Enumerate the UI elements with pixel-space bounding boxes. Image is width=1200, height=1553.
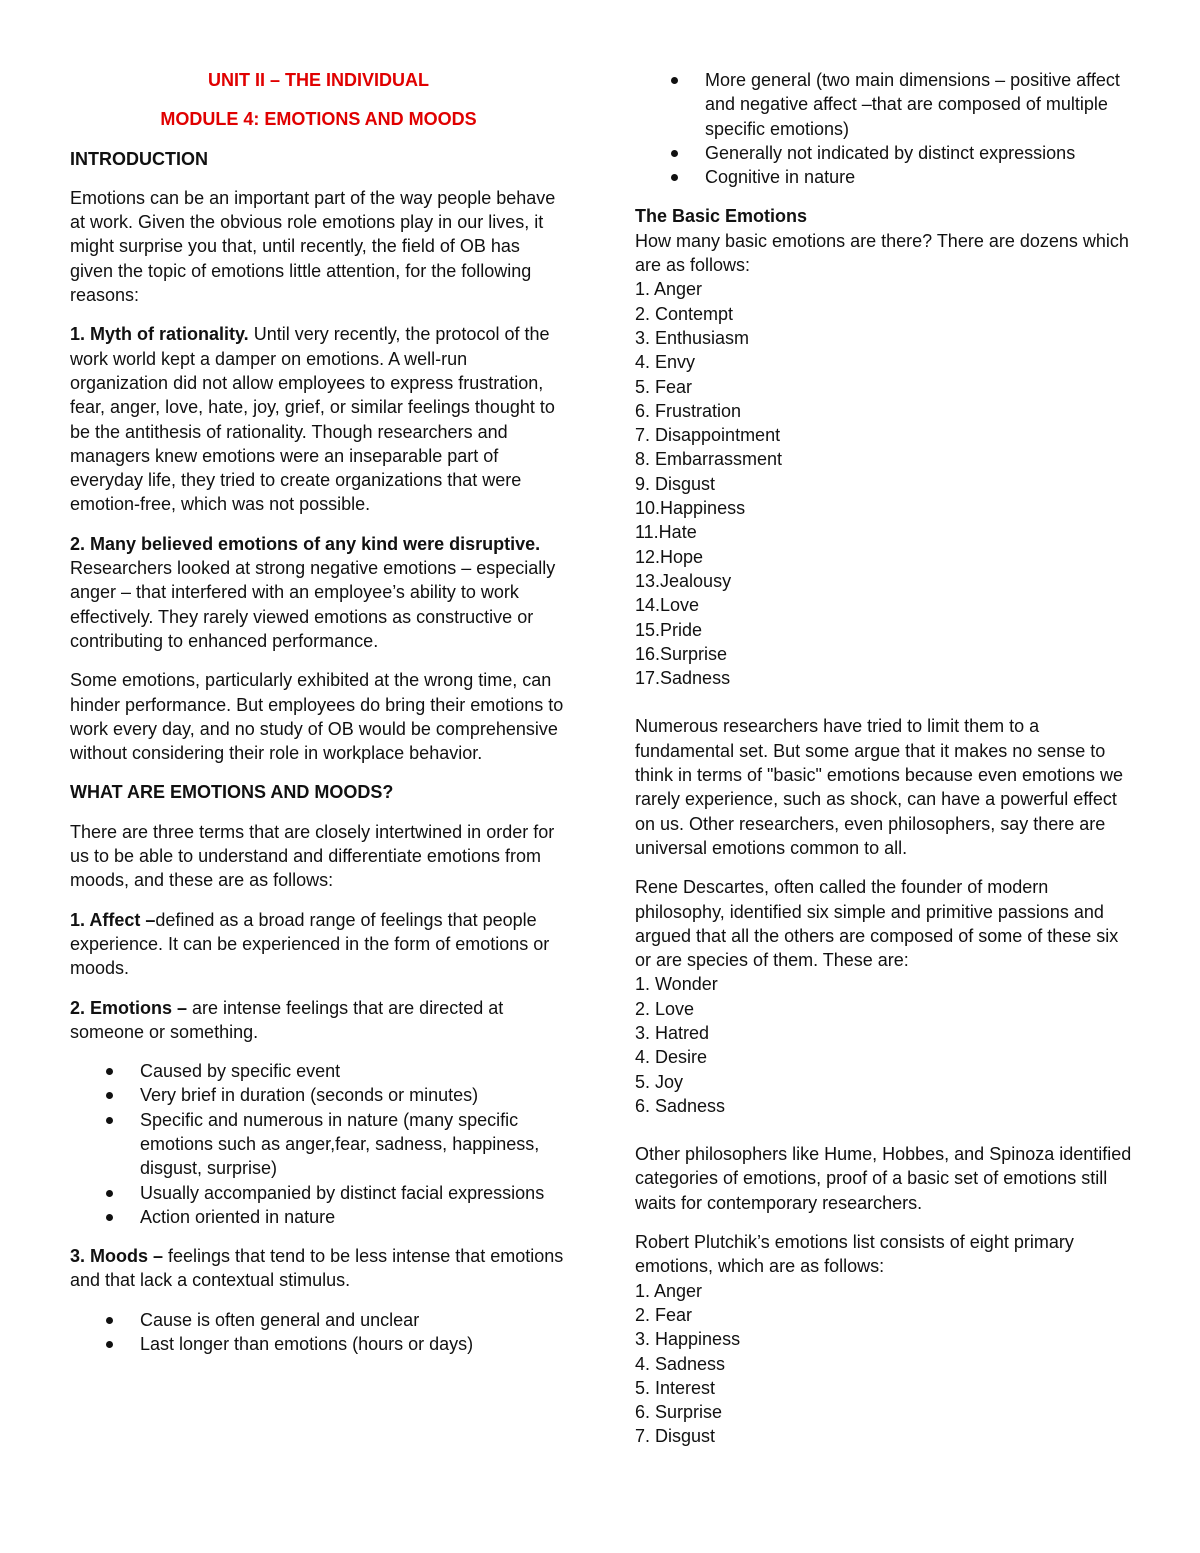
list-item: 4. Sadness — [635, 1353, 726, 1374]
what-are-emotions-heading: WHAT ARE EMOTIONS AND MOODS? — [70, 782, 394, 803]
list-item: 2. Contempt — [635, 303, 734, 324]
some-emotions-paragraph: Some emotions, particularly exhibited at the wrong time, can hinder performance. But employees do bring their emotions to work every day, and no study of OB would be comprehensive without considering their role in workplace behavior. — [70, 670, 564, 764]
list-item: Cognitive in nature — [705, 165, 1135, 189]
plutchik-paragraph: Robert Plutchik’s emotions list consists of eight primary emotions, which are as follows: — [635, 1232, 1074, 1277]
list-item: 7. Disgust — [635, 1426, 716, 1447]
list-item: Action oriented in nature — [140, 1205, 567, 1229]
spacer — [635, 690, 1135, 714]
plutchik-list — [635, 1279, 1135, 1449]
moods-bullet-list-continued — [635, 68, 1135, 189]
list-item: 1. Wonder — [635, 974, 718, 995]
spacer — [635, 1118, 1135, 1142]
list-item: Specific and numerous in nature (many specific emotions such as anger,fear, sadness, happiness, disgust, surprise) — [140, 1108, 567, 1181]
list-item: 1. Anger — [635, 279, 703, 300]
list-item: Usually accompanied by distinct facial expressions — [140, 1181, 567, 1205]
emotions-text: are intense feelings that are directed at someone or something. — [70, 997, 504, 1042]
emotions-label: 2. Emotions – — [70, 997, 188, 1018]
moods-definition — [70, 1244, 567, 1293]
descartes-paragraph: Rene Descartes, often called the founder of modern philosophy, identified six simple and primitive passions and argued that all the others are composed of some of these six or are species of them. These are: — [635, 877, 1119, 971]
list-item: 15.Pride — [635, 619, 703, 640]
introduction-heading: INTRODUCTION — [70, 148, 208, 169]
emotions-definition — [70, 996, 567, 1045]
list-item: Cause is often general and unclear — [140, 1308, 567, 1332]
intro-paragraph: Emotions can be an important part of the way people behave at work. Given the obvious role emotions play in our lives, it might surprise you that, until recently, the field of OB has given the topic of emotions little attention, for the following reasons: — [70, 187, 556, 306]
reason-1-text: Until very recently, the protocol of the work world kept a damper on emotions. A well-run organization did not allow employees to express frustration, fear, anger, love, hate, joy, grief, or similar feelings thought to be the antithesis of rationality. Though researchers and managers knew emotions were an inseparable part of everyday life, they tried to create organizations that were emotion-free, which was not possible. — [70, 324, 555, 515]
affect-label: 1. Affect – — [70, 909, 156, 930]
descartes-list — [635, 972, 1135, 1118]
basic-emotions-intro: How many basic emotions are there? There are dozens which are as follows: — [635, 230, 1129, 276]
moods-label: 3. Moods – — [70, 1246, 164, 1267]
moods-bullet-list — [70, 1308, 567, 1357]
list-item: 2. Love — [635, 998, 695, 1019]
list-item: 3. Hatred — [635, 1022, 710, 1043]
list-item: 1. Anger — [635, 1280, 703, 1301]
module-title: MODULE 4: EMOTIONS AND MOODS — [160, 109, 477, 130]
list-item: 6. Sadness — [635, 1095, 726, 1116]
affect-text: defined as a broad range of feelings that people experience. It can be experienced in the form of emotions or moods. — [70, 909, 550, 979]
basic-emotions-heading: The Basic Emotions — [635, 206, 808, 227]
list-item: Generally not indicated by distinct expressions — [705, 141, 1135, 165]
list-item: 13.Jealousy — [635, 570, 732, 591]
list-item: 6. Frustration — [635, 400, 742, 421]
list-item: 8. Embarrassment — [635, 449, 783, 470]
reason-2-paragraph — [70, 532, 567, 653]
list-item: 17.Sadness — [635, 668, 731, 689]
emotions-bullet-list — [70, 1059, 567, 1229]
other-philosophers-paragraph: Other philosophers like Hume, Hobbes, and Spinoza identified categories of emotions, proof of a basic set of emotions still waits for contemporary researchers. — [635, 1144, 1132, 1213]
list-item: More general (two main dimensions – positive affect and negative affect –that are composed of multiple specific emotions) — [705, 68, 1135, 141]
list-item: 16.Surprise — [635, 643, 728, 664]
list-item: 10.Happiness — [635, 498, 746, 519]
list-item: 12.Hope — [635, 546, 704, 567]
list-item: Very brief in duration (seconds or minutes) — [140, 1083, 567, 1107]
list-item: 14.Love — [635, 595, 700, 616]
unit-title: UNIT II – THE INDIVIDUAL — [207, 70, 429, 90]
left-column — [70, 68, 567, 1371]
list-item: 6. Surprise — [635, 1402, 723, 1423]
right-column — [635, 68, 1135, 1449]
list-item: 3. Enthusiasm — [635, 327, 750, 348]
list-item: 5. Fear — [635, 376, 693, 397]
list-item: 4. Desire — [635, 1047, 708, 1068]
list-item: 5. Interest — [635, 1377, 716, 1398]
list-item: Last longer than emotions (hours or days) — [140, 1332, 567, 1356]
list-item: Caused by specific event — [140, 1059, 567, 1083]
reason-2-text: Researchers looked at strong negative emotions – especially anger – that interfered with an employee’s ability to work effectively. They rarely viewed emotions as constructive or contributing to enhanced performance. — [70, 558, 556, 651]
reason-2-label: 2. Many believed emotions of any kind were disruptive. — [70, 533, 541, 554]
list-item: 11.Hate — [635, 522, 697, 543]
basic-emotions-list — [635, 277, 1135, 690]
three-terms-paragraph: There are three terms that are closely intertwined in order for us to be able to understand and differentiate emotions from moods, and these are as follows: — [70, 821, 555, 891]
list-item: 5. Joy — [635, 1071, 684, 1092]
list-item: 2. Fear — [635, 1304, 693, 1325]
list-item: 3. Happiness — [635, 1329, 741, 1350]
list-item: 9. Disgust — [635, 473, 716, 494]
list-item: 4. Envy — [635, 352, 696, 373]
reason-1-paragraph — [70, 322, 567, 516]
numerous-researchers-paragraph: Numerous researchers have tried to limit them to a fundamental set. But some argue that it makes no sense to think in terms of "basic" emotions because even emotions we rarely experience, such as shock, can have a powerful effect on us. Other researchers, even philosophers, say there are universal emotions common to all. — [635, 716, 1124, 858]
moods-text: feelings that tend to be less intense that emotions and that lack a contextual stimulus. — [70, 1246, 564, 1291]
affect-definition — [70, 908, 567, 981]
reason-1-label: 1. Myth of rationality. — [70, 324, 249, 345]
list-item: 7. Disappointment — [635, 425, 781, 446]
